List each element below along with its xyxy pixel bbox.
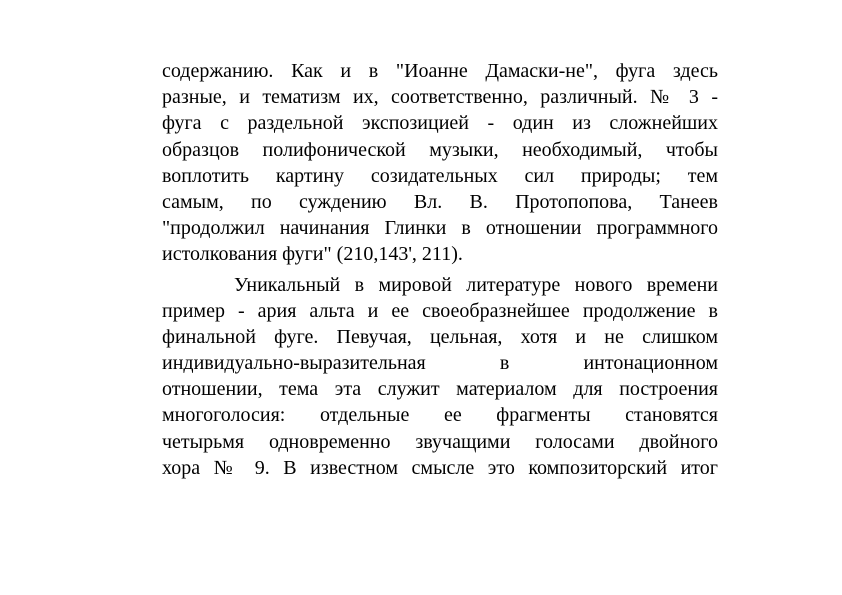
text-line: образцов полифонической музыки, необходимый, чтобы (162, 138, 718, 161)
text-line: "продолжил начинания Глинки в отношении программного (162, 217, 718, 240)
text-line: многоголосия: отдельные ее фрагменты становятся (162, 404, 718, 427)
text-line: содержанию. Как и в "Иоанне Дамаски-не", фуга здесь (162, 60, 718, 82)
paragraph-1 (162, 58, 718, 268)
text-line: самым, по суждению Вл. В. Протопопова, Танеев (162, 190, 718, 213)
text-line: разные, и тематизм их, соответственно, различный. № 3 - (162, 86, 718, 109)
paragraph-2 (162, 272, 718, 482)
text-line: истолкования фуги" (210,143', 211). (162, 243, 463, 266)
text-line: воплотить картину созидательных сил природы; тем (162, 164, 718, 187)
body-text (162, 58, 718, 481)
text-line: отношении, тема эта служит материалом для построения (162, 378, 718, 401)
text-line: фуга с раздельной экспозицией - один из сложнейших (162, 112, 718, 135)
text-line: хора № 9. В известном смысле это композиторский итог (162, 456, 718, 479)
text-line: пример - ария альта и ее своеобразнейшее продолжение в (162, 299, 718, 322)
text-line: четырьмя одновременно звучащими голосами двойного (162, 430, 718, 453)
text-line: Уникальный в мировой литературе нового времени (234, 273, 718, 296)
text-line: финальной фуге. Певучая, цельная, хотя и не слишком (162, 325, 718, 348)
text-line: индивидуально-выразительная в интонационном (162, 352, 718, 375)
